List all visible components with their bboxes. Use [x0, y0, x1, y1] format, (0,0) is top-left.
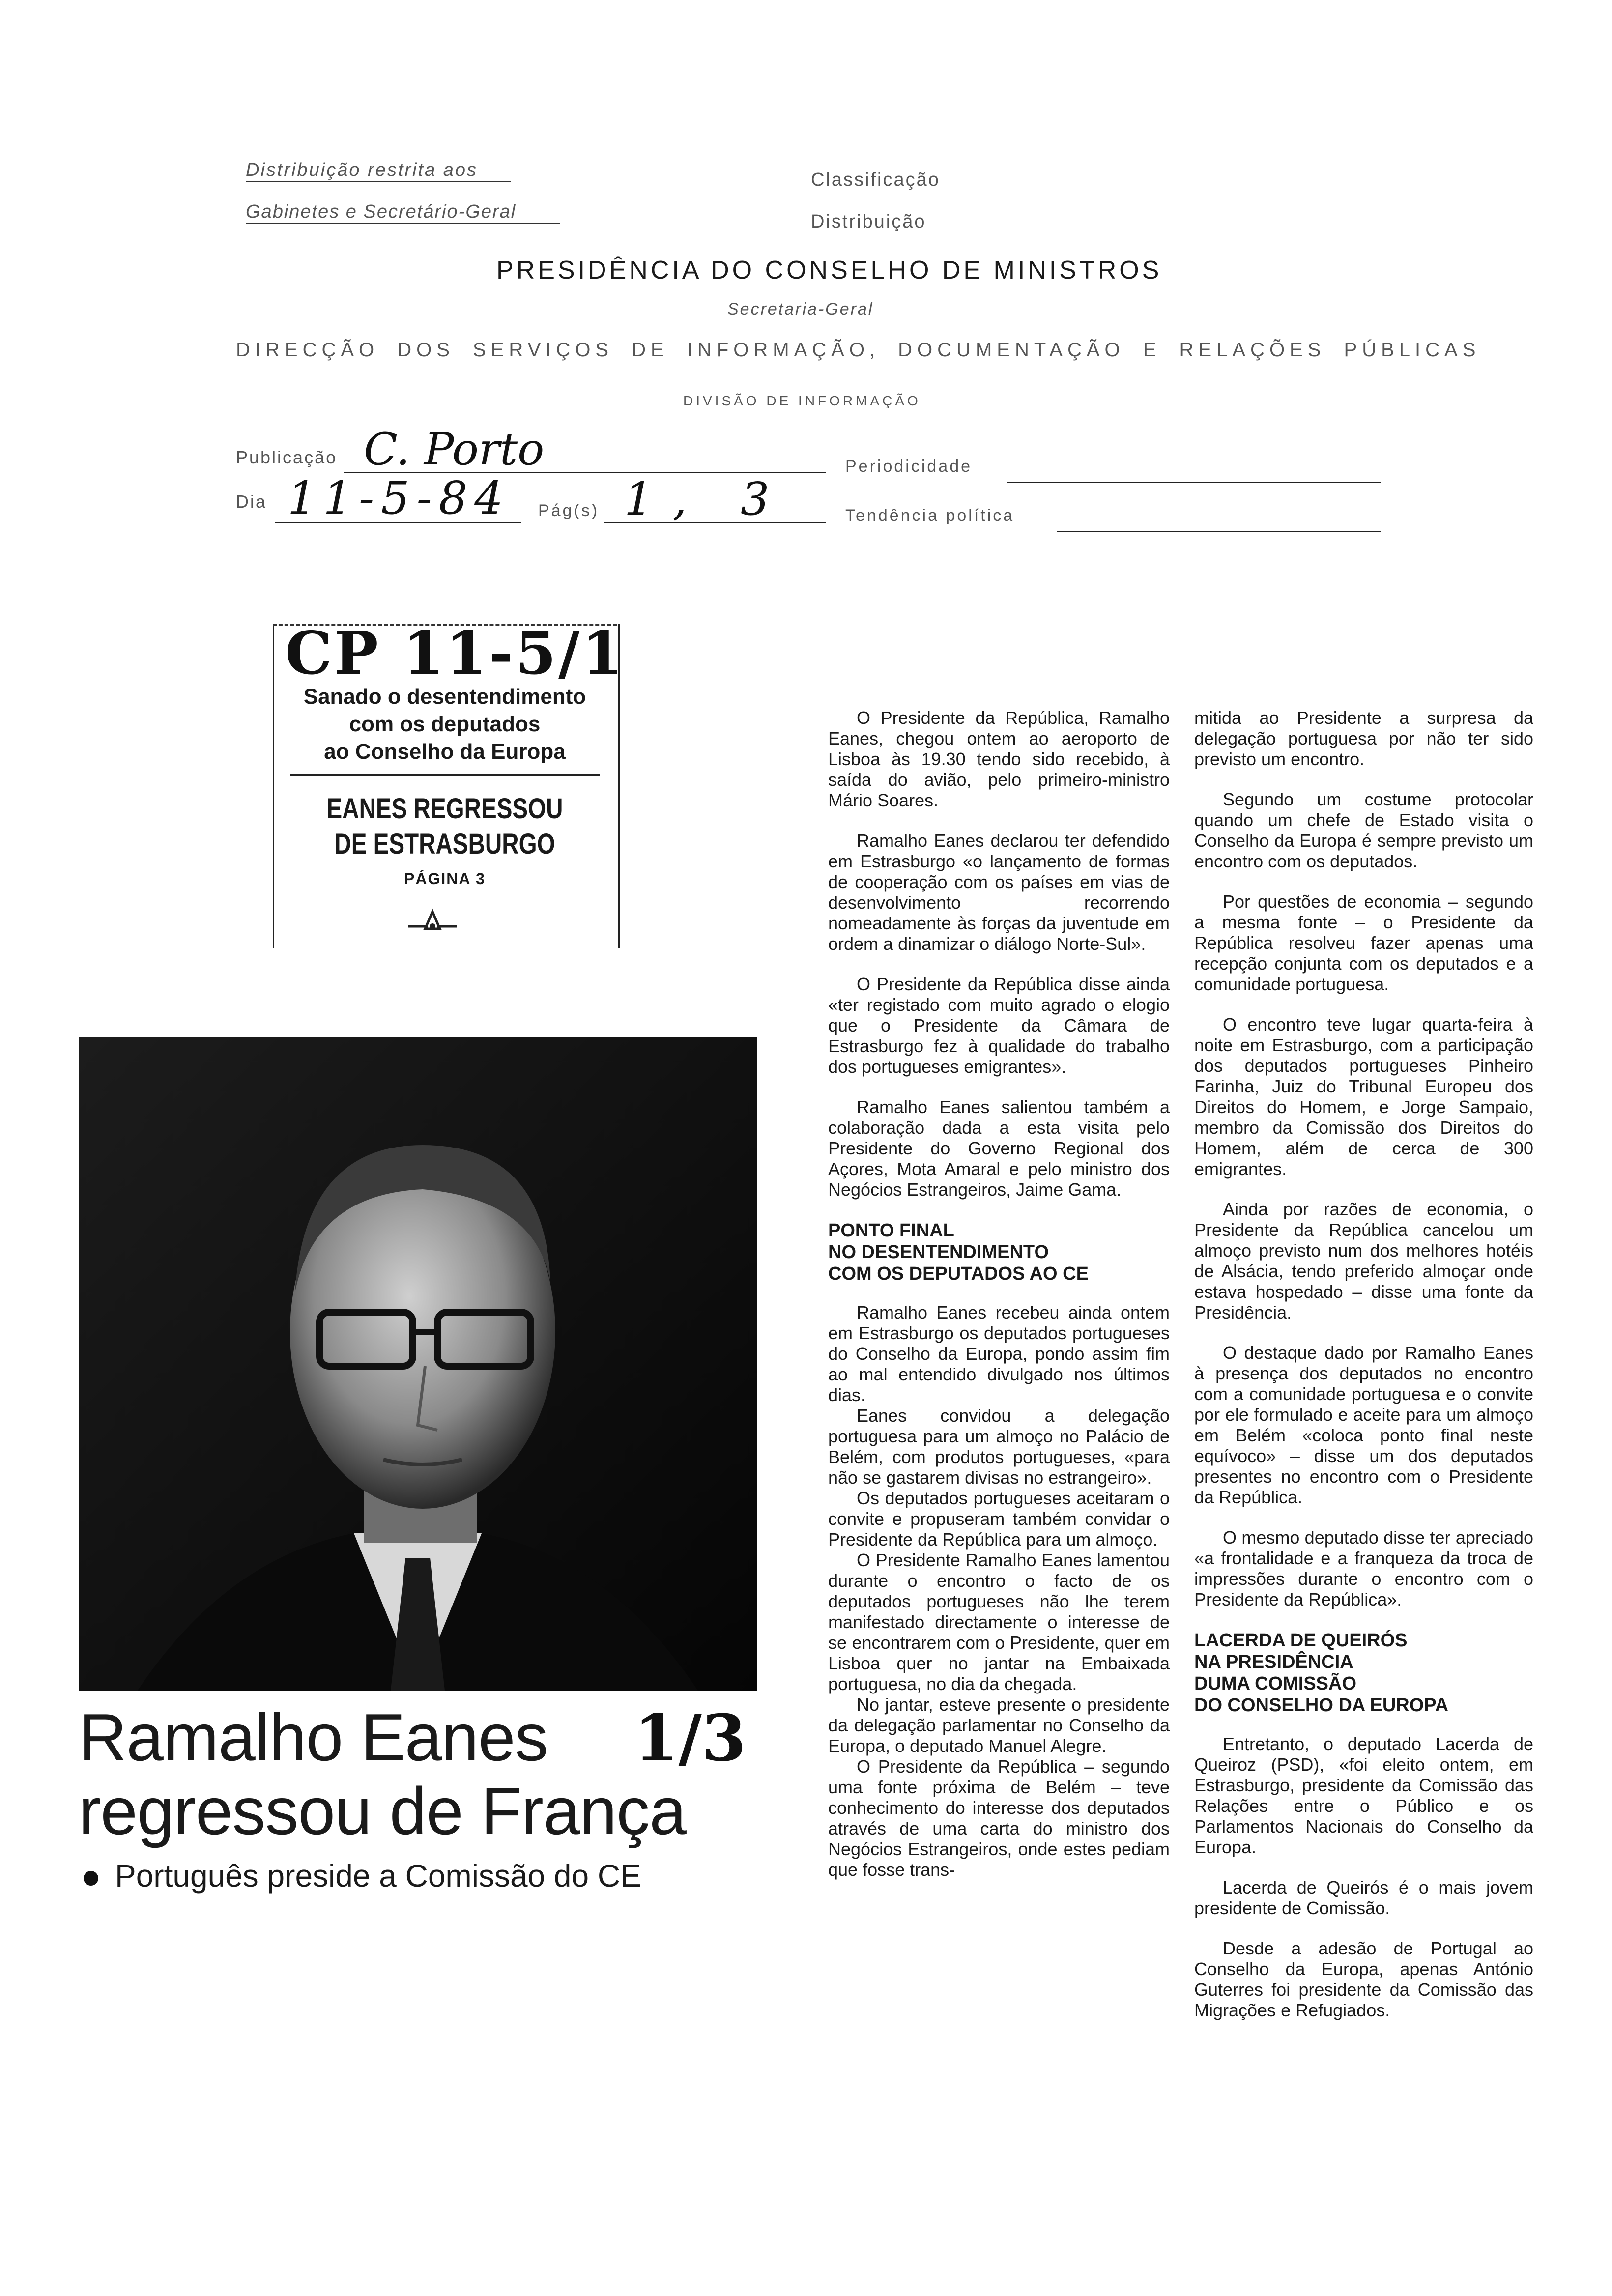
publication-value: C. Porto [364, 424, 545, 475]
teaser-headline [314, 791, 576, 862]
subhead-line: COM OS DEPUTADOS AO CE [828, 1263, 1089, 1284]
article-title [79, 1700, 686, 1848]
paragraph: Eanes convidou a delegação portuguesa para um almoço no Palácio de Belém, com produtos portugueses, «para não se gastarem divisas no estrangeiro». [828, 1406, 1170, 1488]
distribution-label: Distribuição [811, 211, 926, 232]
subhead-line: DO CONSELHO DA EUROPA [1194, 1695, 1449, 1716]
political-tendency-label: Tendência política [845, 506, 1015, 525]
distribution-restricted-line1: Distribuição restrita aos [246, 160, 511, 182]
paragraph: mitida ao Presidente a surpresa da delegação portuguesa por não ter sido previsto um encontro. [1194, 708, 1533, 769]
subhead-line: NA PRESIDÊNCIA [1194, 1652, 1353, 1672]
publication-label: Publicação [236, 447, 338, 467]
day-label: Dia [236, 491, 267, 512]
directorate-title: DIRECÇÃO DOS SERVIÇOS DE INFORMAÇÃO, DOCUMENTAÇÃO E RELAÇÕES PÚBLICAS [236, 339, 1481, 361]
eanes-portrait-photo [79, 1037, 757, 1691]
pages-label: Pág(s) [538, 501, 600, 520]
paragraph: Ramalho Eanes declarou ter defendido em Estrasburgo «o lançamento de formas de cooperação com os países em vias de desenvolvimento recorrendo nomeadamente às forças da juventude em ordem a dinamizar o diálogo Norte-Sul». [828, 831, 1170, 954]
ornament-icon [403, 907, 462, 936]
paragraph: O Presidente da República – segundo uma fonte próxima de Belém – teve conhecimento do interesse dos deputados através de uma carta do ministro dos Negócios Estrangeiros, onde estes pediam que fosse trans- [828, 1756, 1170, 1880]
subhead-line: DUMA COMISSÃO [1194, 1673, 1357, 1694]
subhead-line: PONTO FINAL [828, 1220, 954, 1241]
subhead-line: NO DESENTENDIMENTO [828, 1242, 1049, 1263]
pages-value: 1, 3 [624, 473, 789, 525]
secretariat-label: Secretaria-Geral [727, 300, 874, 318]
bullet-dot-icon [84, 1871, 98, 1886]
periodicity-underline [1008, 482, 1381, 483]
paragraph: O Presidente da República, Ramalho Eanes, chegou ontem ao aeroporto de Lisboa às 19.30 tendo sido recebido, à saída do avião, pelo primeiro-ministro Mário Soares. [828, 708, 1170, 810]
paragraph: O mesmo deputado disse ter apreciado «a frontalidade e a franqueza da troca de impressões durante o encontro com o Presidente da República». [1194, 1527, 1533, 1609]
paragraph: Segundo um costume protocolar quando um chefe de Estado visita o Conselho da Europa é sempre previsto um encontro com os deputados. [1194, 789, 1533, 871]
paragraph: O encontro teve lugar quarta-feira à noite em Estrasburgo, com a participação dos deputados portugueses Pinheiro Farinha, Juiz do Tribunal Europeu dos Direitos do Homem, e Jorge Sampaio, membro da Comissão dos Direitos do Homem, além de cerca de 300 emigrantes. [1194, 1014, 1533, 1179]
periodicity-label: Periodicidade [845, 457, 973, 476]
paragraph: O destaque dado por Ramalho Eanes à presença dos deputados no encontro com a comunidade portuguesa e o convite por ele formulado e aceite para um almoço em Belém «coloca ponto final neste equívoco» – disse um dos deputados presentes no encontro com o Presidente da República. [1194, 1343, 1533, 1507]
paragraph: O Presidente da República disse ainda «ter registado com muito agrado o elogio que o Presidente da Câmara de Estrasburgo fez à qualidade do trabalho dos portugueses emigrantes». [828, 974, 1170, 1077]
distribution-restricted-line2: Gabinetes e Secretário-Geral [246, 201, 560, 224]
political-tendency-underline [1057, 531, 1381, 532]
article-title-line2: regressou de França [79, 1774, 686, 1848]
article-bullet [84, 1858, 641, 1894]
teaser-headline-line: DE ESTRASBURGO [334, 828, 555, 860]
stamp-handwritten: CP 11-5/1 [285, 619, 625, 688]
subhead-lacerda [1194, 1630, 1533, 1716]
paragraph: Entretanto, o deputado Lacerda de Queiroz (PSD), «foi eleito ontem, em Estrasburgo, presidente da Comissão das Relações entre o Público e os Parlamentos Nacionais do Conselho da Europa. [1194, 1734, 1533, 1857]
paragraph: Desde a adesão de Portugal ao Conselho da Europa, apenas António Guterres foi presidente da Comissão das Migrações e Refugiados. [1194, 1938, 1533, 2020]
teaser-subtitle [285, 683, 604, 766]
paragraph: Por questões de economia – segundo a mesma fonte – o Presidente da República resolveu fazer apenas uma recepção conjunta com os deputados e a comunidade portuguesa. [1194, 891, 1533, 994]
teaser-subtitle-line: ao Conselho da Europa [324, 740, 566, 764]
article-column-1 [828, 708, 1170, 1880]
division-label: DIVISÃO DE INFORMAÇÃO [683, 393, 921, 408]
teaser-divider [290, 774, 600, 776]
portrait-illustration [79, 1037, 757, 1691]
article-bullet-text: Português preside a Comissão do CE [115, 1858, 641, 1894]
teaser-headline-line: EANES REGRESSOU [326, 793, 563, 825]
paragraph: Os deputados portugueses aceitaram o convite e propuseram também convidar o Presidente da República para um almoço. [828, 1488, 1170, 1550]
subhead-line: LACERDA DE QUEIRÓS [1194, 1630, 1408, 1651]
teaser-subtitle-line: com os deputados [349, 712, 541, 736]
paragraph: O Presidente Ramalho Eanes lamentou durante o encontro o facto de os deputados portugueses não lhe terem manifestado directamente o interesse de se encontrarem com o Presidente, quer em Lisboa quer no jantar na Embaixada portuguesa, no dia da chegada. [828, 1550, 1170, 1694]
paragraph: Ramalho Eanes recebeu ainda ontem em Estrasburgo os deputados portugueses do Conselho da Europa, pondo assim fim ao mal entendido divulgado nos últimos dias. [828, 1302, 1170, 1405]
paragraph: Ainda por razões de economia, o Presidente da República cancelou um almoço previsto num dos melhores hotéis de Alsácia, tendo preferido almoçar onde estava hospedado – disse uma fonte da Presidência. [1194, 1199, 1533, 1322]
presidency-title: PRESIDÊNCIA DO CONSELHO DE MINISTROS [496, 256, 1162, 285]
paragraph: No jantar, esteve presente o presidente da delegação parlamentar no Conselho da Europa, o deputado Manuel Alegre. [828, 1694, 1170, 1756]
teaser-page-ref: PÁGINA 3 [404, 870, 486, 888]
article-title-line1: Ramalho Eanes [79, 1700, 548, 1775]
handwritten-page-mark: 1/3 [634, 1700, 747, 1776]
paragraph: Lacerda de Queirós é o mais jovem presidente de Comissão. [1194, 1877, 1533, 1918]
article-column-2 [1194, 708, 1533, 2040]
subhead-ponto-final [828, 1220, 1170, 1285]
paragraph: Ramalho Eanes salientou também a colaboração dada a esta visita pelo Presidente do Governo Regional dos Açores, Mota Amaral e pelo ministro dos Negócios Estrangeiros, Jaime Gama. [828, 1097, 1170, 1200]
day-value: 11-5-84 [288, 472, 510, 524]
teaser-subtitle-line: Sanado o desentendimento [303, 685, 586, 709]
classification-label: Classificação [811, 170, 940, 190]
